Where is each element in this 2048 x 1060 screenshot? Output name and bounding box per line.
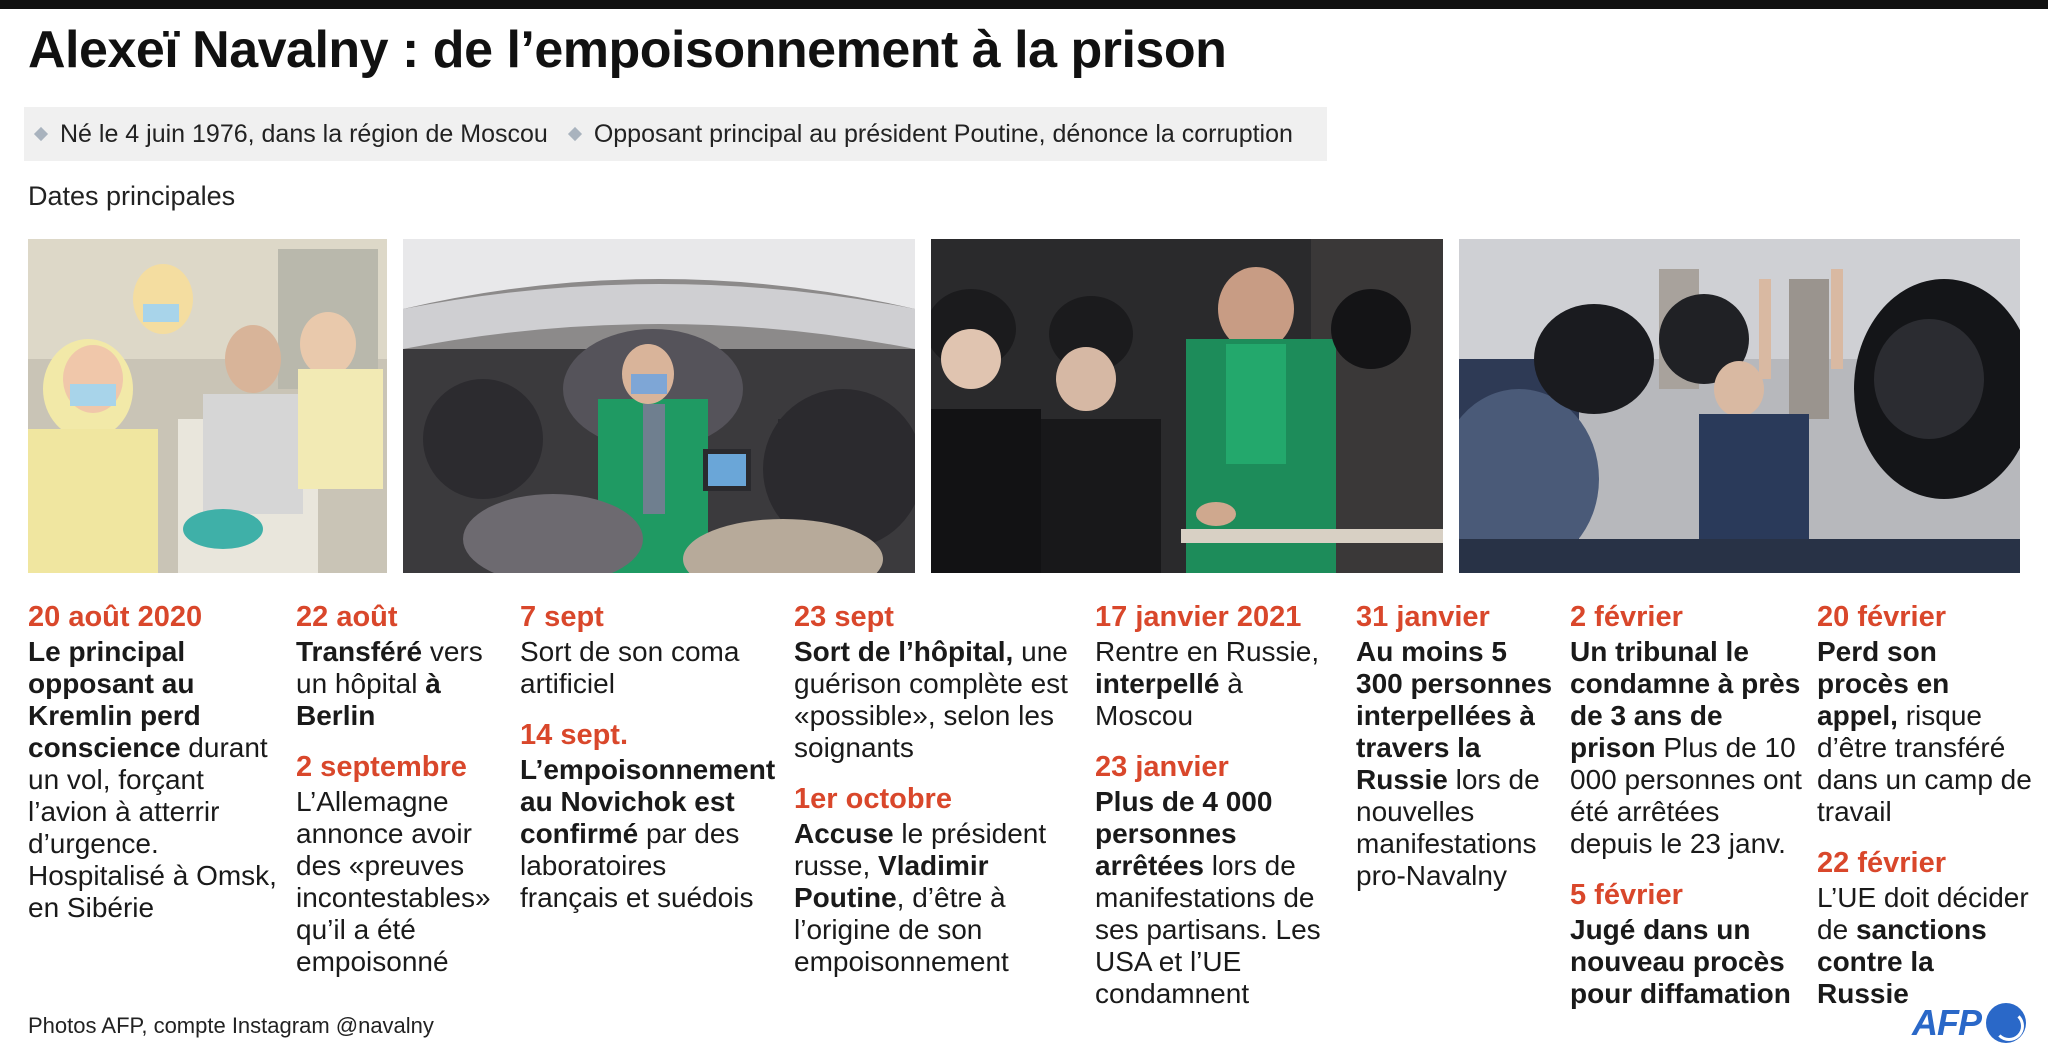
event [794,600,1084,764]
event [28,600,278,924]
event-text [1817,882,2032,1010]
event-date: 22 février [1817,847,1946,879]
event-text-regular: lors de manifestations de ses partisans. Les USA et l’UE condamnent [1095,850,1321,1009]
key-facts-bar [24,107,1327,161]
event-text [520,636,770,700]
event-date: 5 février [1570,879,1683,911]
timeline-column [1356,600,1561,892]
event-text-bold: Sort de l’hôpital, [794,636,1014,667]
event-text-regular: durant un vol, forçant l’avion à atterrir d’urgence. Hospitalisé à Omsk, en Sibérie [28,732,277,923]
event [520,718,776,914]
timeline-column [1817,600,2032,1010]
event [296,600,496,732]
timeline-column [296,600,496,978]
photo-credit: Photos AFP, compte Instagram @navalny [28,1013,434,1038]
fact-birth-text: Né le 4 juin 1976, dans la région de Moscou [60,119,548,148]
event-text-bold: Jugé dans un nouveau procès pour diffamation [1570,914,1791,1009]
event-date: 20 février [1817,601,1946,633]
afp-logo-icon [1986,1003,2026,1043]
event-text [794,818,1084,978]
page-title: Alexeï Navalny : de l’empoisonnement à la prison [28,21,1227,79]
event-date: 17 janvier 2021 [1095,601,1302,633]
event-text [1817,636,2032,828]
event-text-regular: Sort de son coma artificiel [520,636,740,699]
event-text-bold: Transféré [296,636,423,667]
event-text [1095,786,1325,1010]
timeline-column [794,600,1084,978]
event-date: 22 août [296,601,398,633]
event-text [1570,636,1805,860]
event-date: 2 septembre [296,751,467,783]
bullet-diamond-icon [34,127,48,141]
event-text-bold: Accuse [794,818,894,849]
photo-protest [1459,239,2020,573]
fact-item [570,120,1293,149]
event-date: 14 sept. [520,719,628,751]
event-text-bold: Plus de 4 000 personnes arrêtées [1095,786,1273,881]
event-text-bold: à Berlin [296,668,441,731]
event-text [1570,914,1805,1010]
event-text-regular: le président russe, [794,818,1047,881]
event-text-regular: vers un hôpital [296,636,483,699]
event-text [28,636,278,924]
event-date: 1er octobre [794,783,952,815]
event-text-bold: interpellé [1095,668,1220,699]
event-text-regular: L’Allemagne annonce avoir des «preuves incontestables» qu’il a été empoisonné [296,786,491,977]
event-date: 31 janvier [1356,601,1490,633]
event-text-bold: sanctions contre la Russie [1817,914,1987,1009]
event-date: 23 sept [794,601,894,633]
event-date: 20 août 2020 [28,601,203,633]
event-text-regular: à Moscou [1095,668,1243,731]
photo-hospital [28,239,387,573]
event-text-regular: risque d’être transféré dans un camp de travail [1817,700,2032,827]
event [1095,750,1325,1010]
event [520,600,770,700]
top-rule [0,0,2048,9]
event [1817,846,2032,1010]
event [1356,600,1561,892]
event-text-regular: une guérison complète est «possible», selon les soignants [794,636,1068,763]
timeline-column [1095,600,1325,1010]
event-text [520,754,776,914]
event-text-regular: lors de nouvelles manifestations pro-Navalny [1356,764,1540,891]
event [794,782,1084,978]
event-text [296,786,496,978]
event-text-bold: L’empoisonnement au Novichok est confirmé [520,754,776,849]
event-text-regular: L’UE doit décider de [1817,882,2029,945]
event-text [1356,636,1561,892]
event [1817,600,2032,828]
event-text-regular: , d’être à l’origine de son empoisonnement [794,882,1009,977]
event [1570,878,1805,1010]
event-text-bold: Le principal opposant au Kremlin perd conscience [28,636,201,763]
event [1095,600,1325,732]
event-text [1095,636,1325,732]
event-text-bold: Perd son procès en appel, [1817,636,1950,731]
event-text-bold: Un tribunal le condamne à près de 3 ans de prison [1570,636,1801,763]
event-text [794,636,1084,764]
event-text-bold: Vladimir Poutine [794,850,989,913]
photo-arrest [931,239,1443,573]
timeline-column [28,600,278,924]
event-date: 7 sept [520,601,604,633]
event-text-regular: Rentre en Russie, [1095,636,1320,667]
section-label: Dates principales [28,181,236,211]
event [1570,600,1805,860]
fact-role-text: Opposant principal au président Poutine, dénonce la corruption [593,119,1293,148]
event-text [296,636,496,732]
afp-logo [1912,1000,2030,1046]
event-text-bold: Au moins 5 300 personnes interpellées à travers la Russie [1356,636,1553,795]
timeline-column [520,600,776,914]
photo-plane-cabin [403,239,915,573]
event-date: 2 février [1570,601,1683,633]
timeline-column [1570,600,1805,1010]
event-text-regular: Plus de 10 000 personnes ont été arrêtées depuis le 23 janv. [1570,732,1802,859]
afp-logo-text: AFP [1912,1002,1981,1043]
event [296,750,496,978]
fact-item [36,120,548,149]
bullet-diamond-icon [568,127,582,141]
event-date: 23 janvier [1095,751,1229,783]
event-text-regular: par des laboratoires français et suédois [520,818,754,913]
